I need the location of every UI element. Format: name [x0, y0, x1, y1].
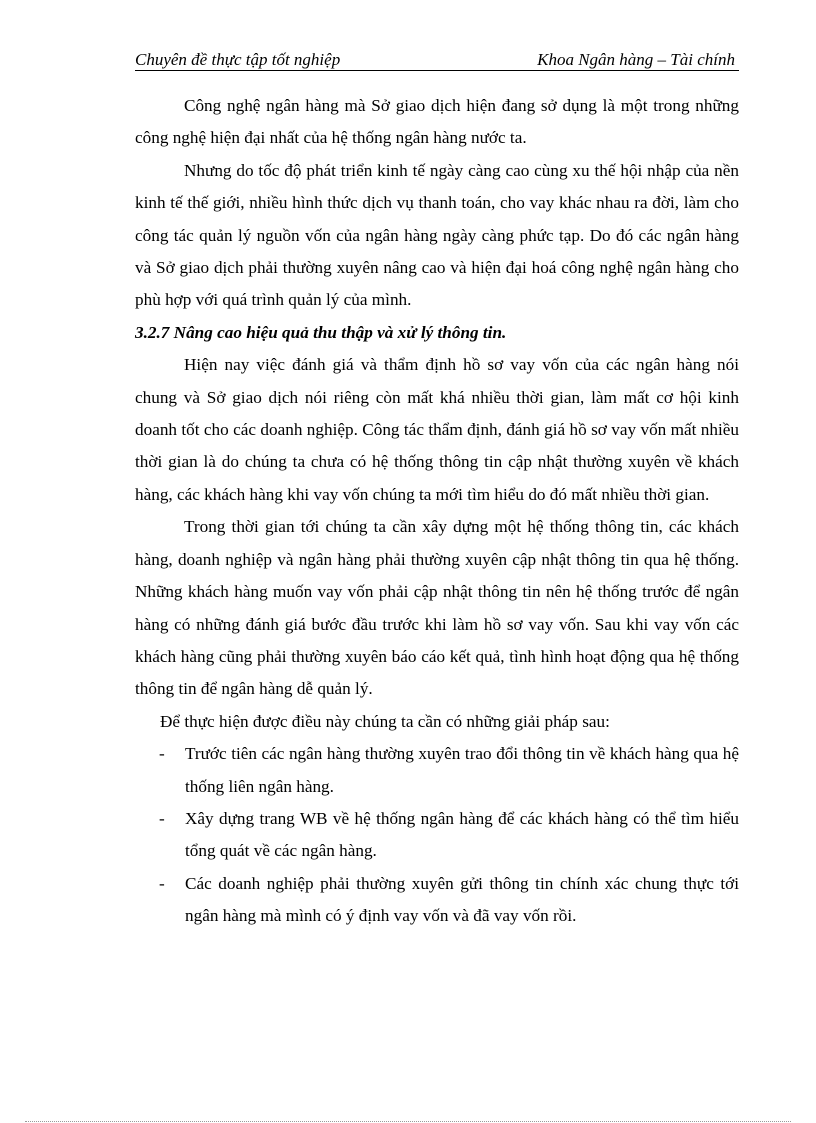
- bullet-dash: -: [159, 873, 165, 893]
- header-document-title: Chuyên đề thực tập tốt nghiệp: [135, 50, 341, 69]
- list-item-text: Các doanh nghiệp phải thường xuyên gửi thông tin chính xác chung thực tới ngân hàng mà mình có ý định vay vốn và đã vay vốn rồi.: [185, 873, 739, 926]
- list-item: [135, 803, 739, 868]
- list-item: [135, 868, 739, 933]
- page-header: [135, 48, 739, 71]
- page-bottom-border: [25, 1121, 791, 1122]
- paragraph-technology: Công nghệ ngân hàng mà Sở giao dịch hiện đang sở dụng là một trong những công nghệ hiện đại nhất của hệ thống ngân hàng nước ta.: [135, 96, 739, 148]
- bullet-dash: -: [159, 744, 165, 764]
- paragraph-appraisal: Hiện nay việc đánh giá và thẩm định hồ sơ vay vốn của các ngân hàng nói chung và Sở giao dịch nói riêng còn mất khá nhiều thời gian, làm mất cơ hội kinh doanh tốt cho các doanh nghiệp. Công tác thẩm định, đánh giá hồ sơ vay vốn mất nhiều thời gian là do chúng ta chưa có hệ thống thông tin cập nhật thường xuyên về khách hàng, các khách hàng khi vay vốn chúng ta mới tìm hiểu do đó mất nhiều thời gian.: [135, 355, 739, 504]
- header-faculty-name: Khoa Ngân hàng – Tài chính: [537, 50, 735, 69]
- paragraph-solutions-intro: Để thực hiện được điều này chúng ta cần có những giải pháp sau:: [160, 711, 610, 731]
- bullet-dash: -: [159, 808, 165, 828]
- document-body: [135, 90, 739, 933]
- list-item: [135, 738, 739, 803]
- solutions-list: [135, 738, 739, 932]
- list-item-text: Xây dựng trang WB về hệ thống ngân hàng để các khách hàng có thể tìm hiểu tổng quát về các ngân hàng.: [185, 808, 739, 861]
- section-heading: 3.2.7 Nâng cao hiệu quả thu thập và xử lý thông tin.: [135, 322, 507, 342]
- list-item-text: Trước tiên các ngân hàng thường xuyên trao đổi thông tin về khách hàng qua hệ thống liên ngân hàng.: [185, 744, 739, 796]
- paragraph-information-system: Trong thời gian tới chúng ta cần xây dựng một hệ thống thông tin, các khách hàng, doanh nghiệp và ngân hàng phải thường xuyên cập nhật thông tin qua hệ thống. Những khách hàng muốn vay vốn phải cập nhật thông tin nên hệ thống trước để ngân hàng có những đánh giá bước đầu trước khi làm hồ sơ vay vốn. Sau khi vay vốn các khách hàng cũng phải thường xuyên báo cáo kết quả, tình hình hoạt động qua hệ thống thông tin để ngân hàng dễ quản lý.: [135, 517, 739, 699]
- paragraph-development: Nhưng do tốc độ phát triển kinh tế ngày càng cao cùng xu thế hội nhập của nền kinh tế thế giới, nhiều hình thức dịch vụ thanh toán, cho vay khác nhau ra đời, làm cho công tác quản lý nguồn vốn của ngân hàng ngày càng phức tạp. Do đó các ngân hàng và Sở giao dịch phải thường xuyên nâng cao và hiện đại hoá công nghệ ngân hàng cho phù hợp với quá trình quản lý của mình.: [135, 160, 739, 310]
